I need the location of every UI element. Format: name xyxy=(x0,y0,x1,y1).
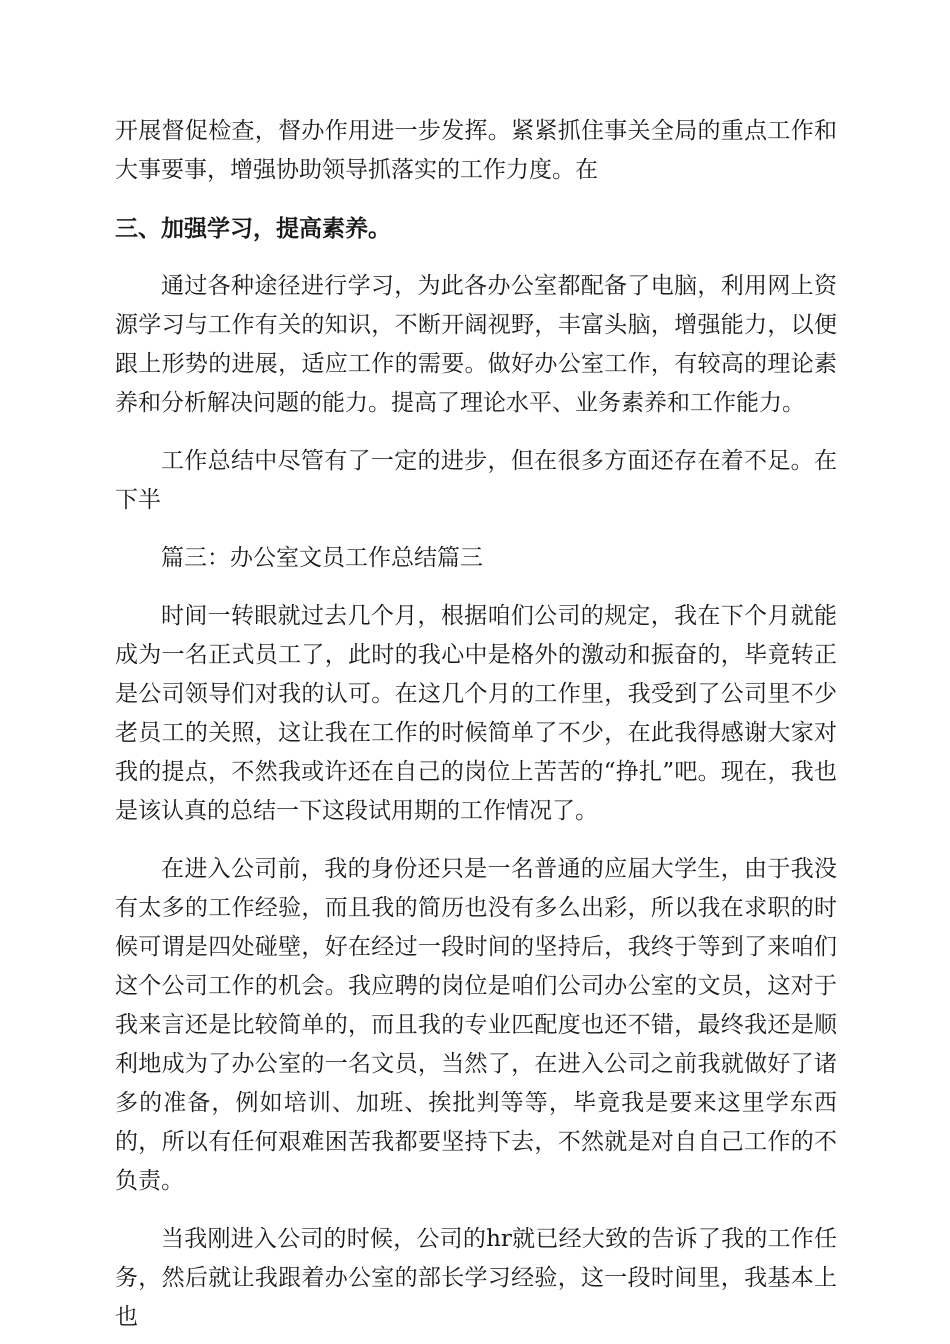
paragraph-5: 在进入公司前，我的身份还只是一名普通的应届大学生，由于我没有太多的工作经验，而且我的简历也没有多么出彩，所以我在求职的时候可谓是四处碰壁，好在经过一段时间的坚持后，我终于等到了来咱们这个公司工作的机会。我应聘的岗位是咱们公司办公室的文员，这对于我来言还是比较简单的，而且我的专业匹配度也还不错，最终我还是顺利地成为了办公室的一名文员，当然了，在进入公司之前我就做好了诸多的准备，例如培训、加班、挨批判等等，毕竟我是要来这里学东西的，所以有任何艰难困苦我都要坚持下去，不然就是对自自己工作的不负责。 xyxy=(115,856,837,1194)
paragraph-4: 时间一转眼就过去几个月，根据咱们公司的规定，我在下个月就能成为一名正式员工了，此时的我心中是格外的激动和振奋的，毕竟转正是公司领导们对我的认可。在这几个月的工作里，我受到了公司里不少老员工的关照，这让我在工作的时候简单了不少，在此我得感谢大家对我的提点，不然我或许还在自己的岗位上苦苦的“挣扎”吧。现在，我也是该认真的总结一下这段试用期的工作情况了。 xyxy=(115,603,837,824)
chapter-title: 篇三：办公室文员工作总结篇三 xyxy=(161,545,483,571)
paragraph-6: 当我刚进入公司的时候，公司的hr就已经大致的告诉了我的工作任务，然后就让我跟着办公室的部长学习经验，这一段时间里，我基本上也 xyxy=(115,1226,837,1330)
paragraph-2: 通过各种途径进行学习，为此各办公室都配备了电脑，利用网上资源学习与工作有关的知识，不断开阔视野，丰富头脑，增强能力，以便跟上形势的进展，适应工作的需要。做好办公室工作，有较高的理论素养和分析解决问题的能力。提高了理论水平、业务素养和工作能力。 xyxy=(115,273,837,416)
document-page xyxy=(115,112,837,1337)
paragraph-1: 开展督促检查，督办作用进一步发挥。紧紧抓住事关全局的重点工作和大事要事，增强协助领导抓落实的工作力度。在 xyxy=(115,118,837,183)
paragraph-3: 工作总结中尽管有了一定的进步，但在很多方面还存在着不足。在下半 xyxy=(115,448,837,513)
section-heading: 三、加强学习，提高素养。 xyxy=(115,215,391,242)
